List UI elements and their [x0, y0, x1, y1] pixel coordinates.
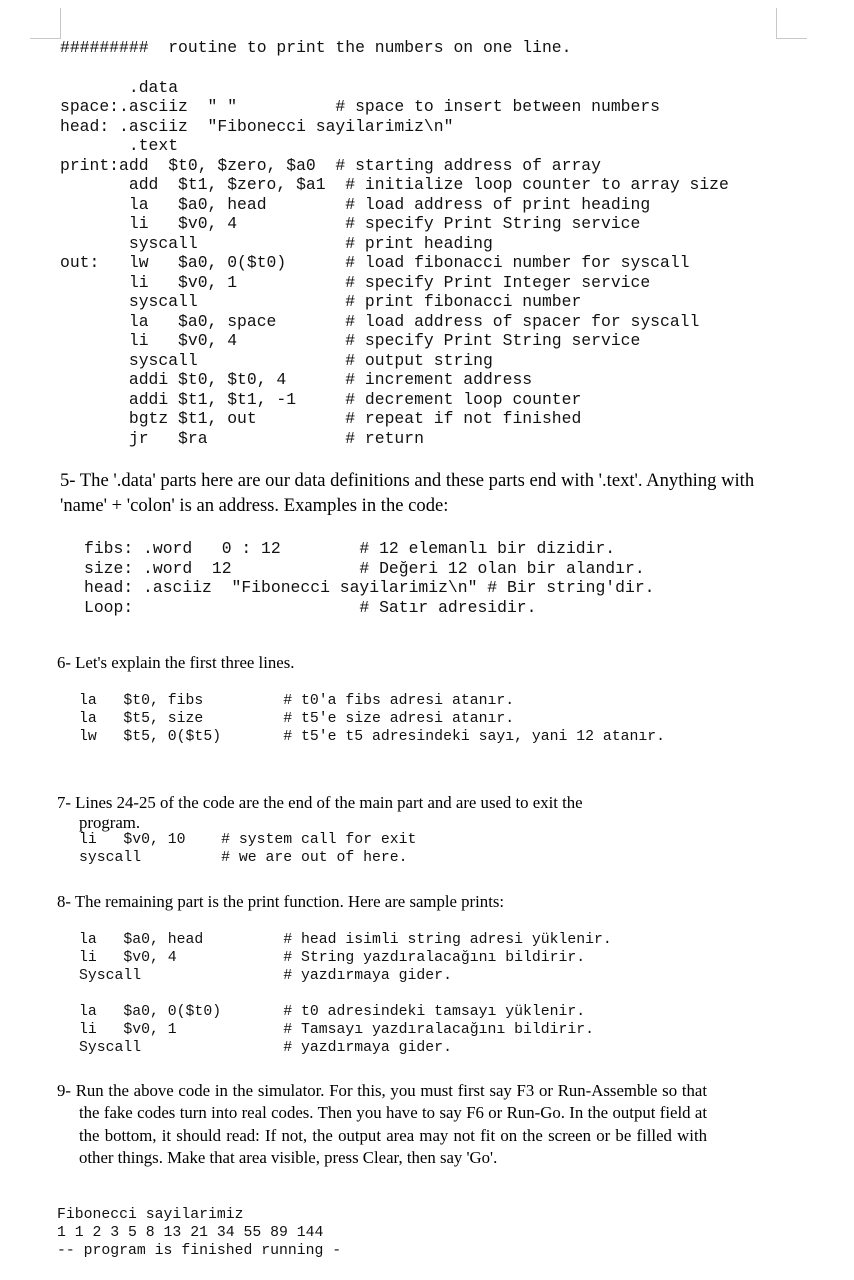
routine-header: ######### routine to print the numbers on one line. — [60, 38, 572, 57]
section-6-text: 6- Let's explain the first three lines. — [57, 653, 295, 672]
section-9-text — [57, 1080, 707, 1169]
exit-code: li $v0, 10 # system call for exit syscall # we are out of here. — [79, 832, 417, 866]
main-code-block: .data space:.asciiz " " # space to insert between numbers head: .asciiz "Fibonecci sayilarimiz\n" .text print:add $t0, $zero, $a0 # starting address of array add $t1, $zero, $a1 # initialize loop counter to array size la $a0, head # load address of print heading li $v0, 4 # specify Print String service syscall # print heading out: lw $a0, 0($t0) # load fibonacci number for syscall li $v0, 1 # specify Print Integer service syscall # print fibonacci number la $a0, space # load address of spacer for syscall li $v0, 4 # specify Print String service syscall # output string addi $t0, $t0, 4 # increment address addi $t1, $t1, -1 # decrement loop counter bgtz $t1, out # repeat if not finished jr $ra # return — [60, 77, 729, 448]
section-9-body: 9- Run the above code in the simulator. For this, you must first say F3 or Run-Assemble so that the fake codes turn into real codes. Then you have to say F6 or Run-Go. In the output field at the bottom, it should read: If not, the output area may not fit on the screen or be filled with other things. Make that area visible, press Clear, then say 'Go'. — [57, 1081, 707, 1167]
print-integer-code: la $a0, 0($t0) # t0 adresindeki tamsayı yüklenir. li $v0, 1 # Tamsayı yazdıralacağını bildirir. Syscall # yazdırmaya gider. — [79, 1004, 595, 1056]
section-5-text: 5- The '.data' parts here are our data definitions and these parts end with '.text'. Anything with 'name' + 'colon' is an address. Examples in the code: — [60, 470, 755, 516]
section-7-line-1: 7- Lines 24-25 of the code are the end of the main part and are used to exit the — [57, 793, 583, 812]
print-string-code: la $a0, head # head isimli string adresi yüklenir. li $v0, 4 # String yazdıralacağını bildirir. Syscall # yazdırmaya gider. — [79, 932, 612, 984]
page-corner-mark — [776, 8, 807, 39]
data-definition-code: fibs: .word 0 : 12 # 12 elemanlı bir dizidir. size: .word 12 # Değeri 12 olan bir alandır. head: .asciiz "Fibonecci sayilarimiz\n" # Bir string'dir. Loop: # Satır adresidir. — [84, 539, 655, 617]
section-8-text: 8- The remaining part is the print function. Here are sample prints: — [57, 892, 505, 911]
page-corner-mark — [30, 8, 61, 39]
program-output: Fibonecci sayilarimiz 1 1 2 3 5 8 13 21 34 55 89 144 -- program is finished running - — [57, 1207, 342, 1259]
section-7-text — [57, 793, 777, 833]
first-three-lines-code: la $t0, fibs # t0'a fibs adresi atanır. la $t5, size # t5'e size adresi atanır. lw $t5, 0($t5) # t5'e t5 adresindeki sayı, yani 12 atanır. — [79, 693, 666, 745]
section-7-line-2: program. — [79, 813, 141, 832]
